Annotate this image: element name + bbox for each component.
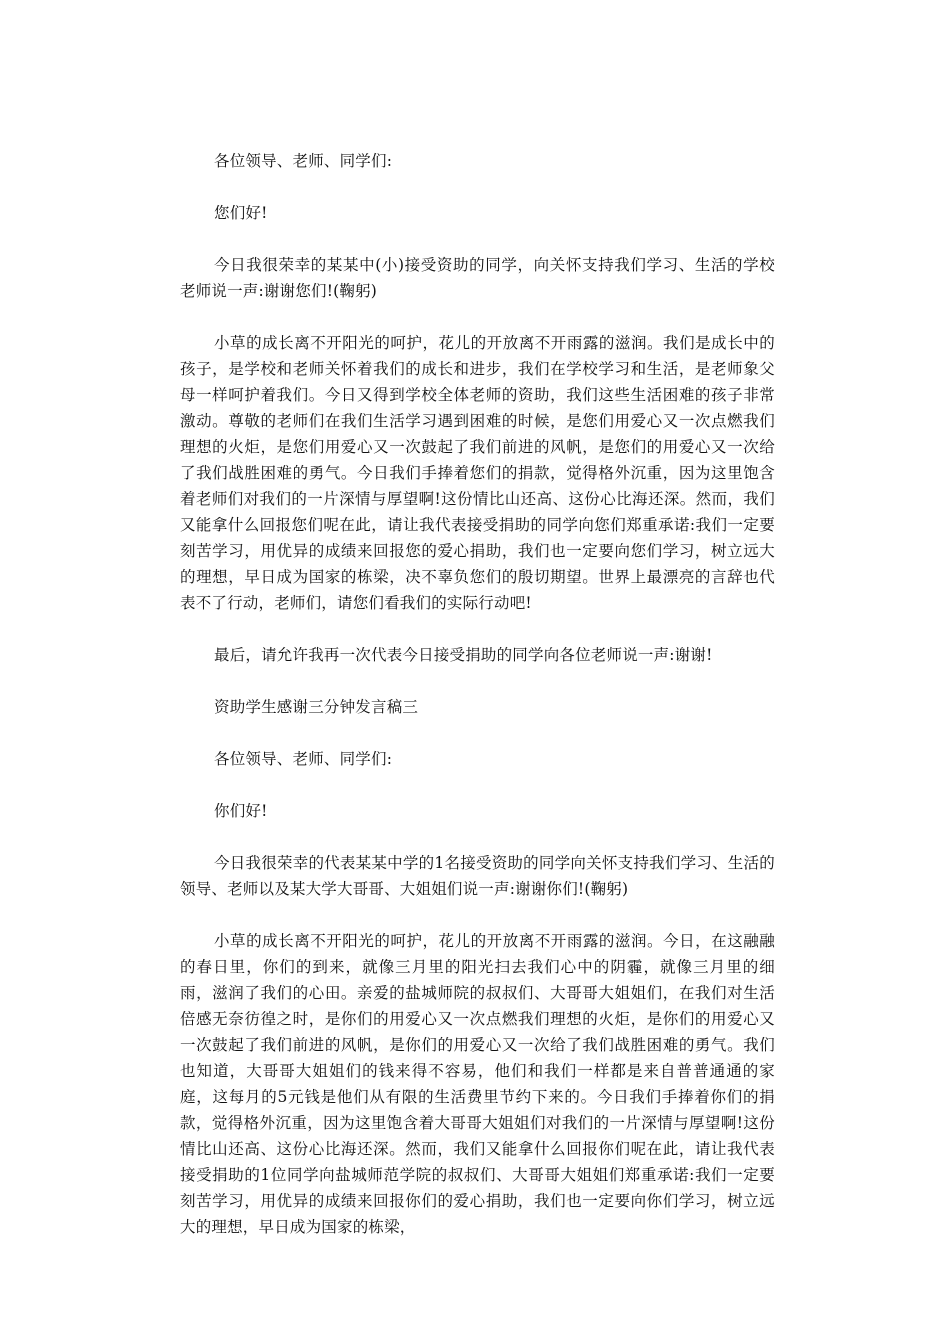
document-body <box>180 148 775 1266</box>
greeting: 您们好! <box>214 204 268 222</box>
paragraph-closing: 最后，请允许我再一次代表今日接受捐助的同学向各位老师说一声:谢谢! <box>214 646 713 664</box>
paragraph-intro: 今日我很荣幸的某某中(小)接受资助的同学，向关怀支持我们学习、生活的学校老师说一声:谢谢您们!(鞠躬) <box>180 256 775 300</box>
section-heading: 资助学生感谢三分钟发言稿三 <box>214 698 419 716</box>
greeting-2: 你们好! <box>214 802 268 820</box>
paragraph-body: 小草的成长离不开阳光的呵护，花儿的开放离不开雨露的滋润。我们是成长中的孩子，是学校和老师关怀着我们的成长和进步，我们在学校学习和生活，是老师象父母一样呵护着我们。今日又得到学校全体老师的资助，我们这些生活困难的孩子非常激动。尊敬的老师们在我们生活学习遇到困难的时候，是您们用爱心又一次点燃我们理想的火炬，是您们用爱心又一次鼓起了我们前进的风帆，是您们的用爱心又一次给了我们战胜困难的勇气。今日我们手捧着您们的捐款，觉得格外沉重，因为这里饱含着老师们对我们的一片深情与厚望啊!这份情比山还高、这份心比海还深。然而，我们又能拿什么回报您们呢在此，请让我代表接受捐助的同学向您们郑重承诺:我们一定要刻苦学习，用优异的成绩来回报您的爱心捐助，我们也一定要向您们学习，树立远大的理想，早日成为国家的栋梁，决不辜负您们的殷切期望。世界上最漂亮的言辞也代表不了行动，老师们，请您们看我们的实际行动吧! <box>180 334 775 612</box>
paragraph-body-2: 小草的成长离不开阳光的呵护，花儿的开放离不开雨露的滋润。今日，在这融融的春日里，你们的到来，就像三月里的阳光扫去我们心中的阴霾，就像三月里的细雨，滋润了我们的心田。亲爱的盐城师院的叔叔们、大哥哥大姐姐们，在我们对生活倍感无奈彷徨之时，是你们的用爱心又一次点燃我们理想的火炬，是你们的用爱心又一次鼓起了我们前进的风帆，是你们的用爱心又一次给了我们战胜困难的勇气。我们也知道，大哥哥大姐姐们的钱来得不容易，他们和我们一样都是来自普普通通的家庭，这每月的5元钱是他们从有限的生活费里节约下来的。今日我们手捧着你们的捐款，觉得格外沉重，因为这里饱含着大哥哥大姐姐们对我们的一片深情与厚望啊!这份情比山还高、这份心比海还深。然而，我们又能拿什么回报你们呢在此，请让我代表接受捐助的1位同学向盐城师范学院的叔叔们、大哥哥大姐姐们郑重承诺:我们一定要刻苦学习，用优异的成绩来回报你们的爱心捐助，我们也一定要向你们学习，树立远大的理想，早日成为国家的栋梁， <box>180 932 775 1236</box>
salutation-2: 各位领导、老师、同学们: <box>214 750 393 768</box>
salutation: 各位领导、老师、同学们: <box>214 152 393 170</box>
paragraph-intro-2: 今日我很荣幸的代表某某中学的1名接受资助的同学向关怀支持我们学习、生活的领导、老师以及某大学大哥哥、大姐姐们说一声:谢谢你们!(鞠躬) <box>180 854 775 898</box>
